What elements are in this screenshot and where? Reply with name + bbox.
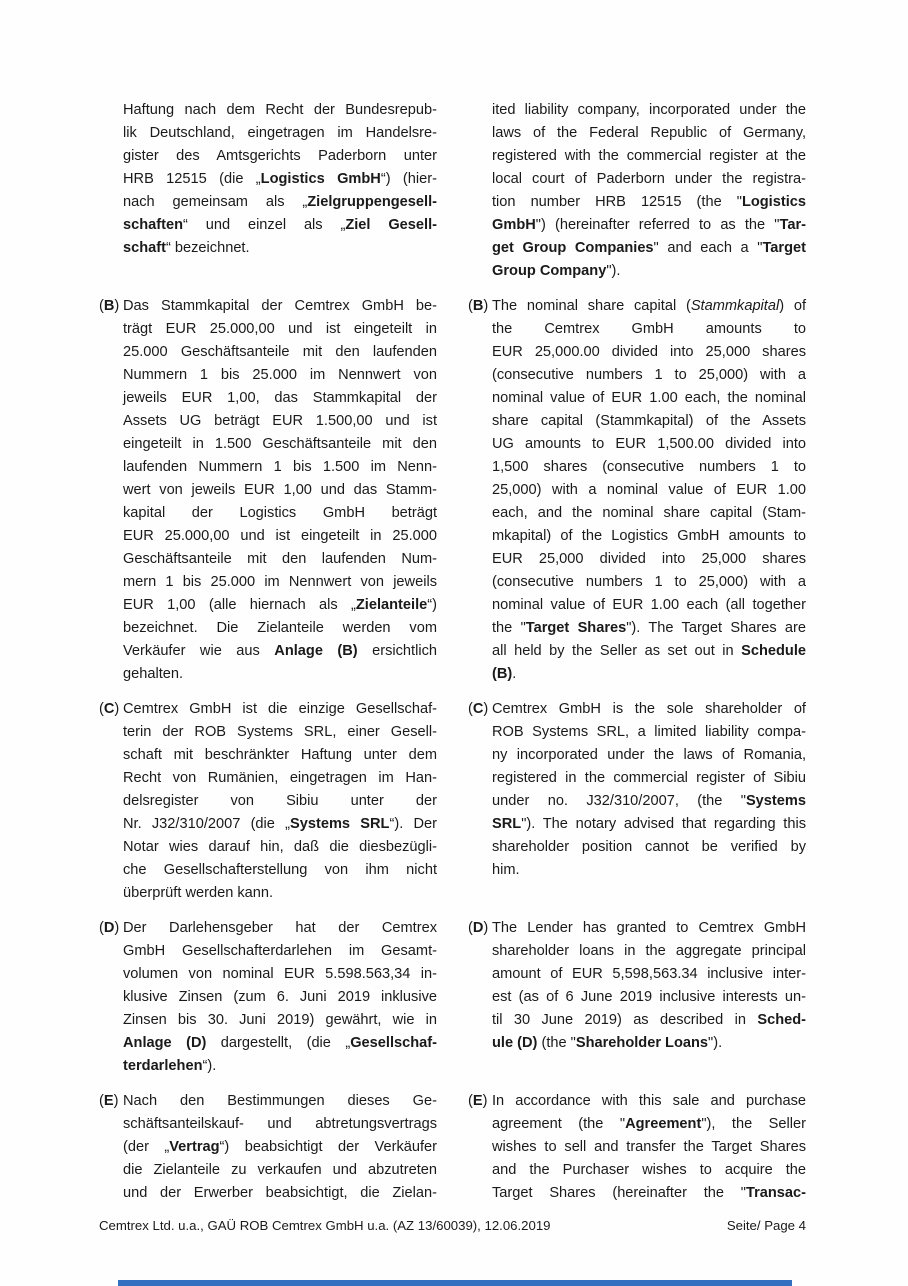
paragraph-label-left: (E) — [99, 1093, 119, 1109]
paragraph-label-right — [468, 99, 492, 283]
paragraph-label-right: (C) — [468, 701, 489, 717]
english-paragraph: Cemtrex GmbH is the sole shareholder of ROB Systems SRL, a limited liability compa- ny incorporated under the laws of Romania, registered in the commercial register of Sibiu under no. J32/310/2007, (the "Systems SRL"). The notary advised that regarding this shareholder position cannot be verified by him. — [492, 701, 806, 878]
german-paragraph: Nach den Bestimmungen dieses Ge- schäftsanteilskauf- und abtretungsvertrags (der „Vertrag“) beabsichtigt der Verkäufer die Zielanteile zu verkaufen und abzutreten und der Erwerber beabsichtigt, die Zielan- — [123, 1093, 437, 1201]
section-c — [99, 698, 806, 905]
german-paragraph: Der Darlehensgeber hat der Cemtrex GmbH Gesellschafterdarlehen im Gesamt- volumen von nominal EUR 5.598.563,34 in- klusive Zinsen (zum 6. Juni 2019 inklusive Zinsen bis 30. Juni 2019) gewährt, wie in Anlage (D) dargestellt, (die „Gesellschaf- terdarlehen“). — [123, 920, 437, 1074]
paragraph-label-right: (D) — [468, 920, 489, 936]
paragraph-label-left — [99, 99, 123, 283]
german-paragraph: Cemtrex GmbH ist die einzige Gesellschaf- terin der ROB Systems SRL, einer Gesell- schaft mit beschränkter Haftung unter dem Recht von Rumänien, eingetragen im Han- delsregister von Sibiu unter der Nr. J32/310/2007 (die „Systems SRL“). Der Notar wies darauf hin, daß die diesbezügli- che Gesellschafterstellung von ihm nicht überprüft werden kann. — [123, 701, 437, 901]
section-intro — [99, 99, 806, 283]
next-page-edge-bar — [118, 1280, 792, 1286]
english-paragraph: The nominal share capital (Stammkapital) of the Cemtrex GmbH amounts to EUR 25,000.00 divided into 25,000 shares (consecutive numbers 1 to 25,000) with a nominal value of EUR 1.00 each, the nominal share capital (Stammkapital) of the Assets UG amounts to EUR 1,500.00 divided into 1,500 shares (consecutive numbers 1 to 25,000) with a nominal value of EUR 1.00 each, and the nominal share capital (Stam- mkapital) of the Logistics GmbH amounts to EUR 25,000 divided into 25,000 shares (consecutive numbers 1 to 25,000) with a nominal value of EUR 1.00 each (all together the "Target Shares"). The Target Shares are all held by the Seller as set out in Schedule (B). — [492, 298, 807, 682]
english-paragraph: ited liability company, incorporated under the laws of the Federal Republic of Germany, registered with the commercial register at the local court of Paderborn under the registra- tion number HRB 12515 (the "Logistics GmbH") (hereinafter referred to as the "Tar- get Group Companies" and each a "Target Group Company"). — [492, 102, 806, 279]
section-d — [99, 917, 806, 1078]
footer-reference-text: Cemtrex Ltd. u.a., GAÜ ROB Cemtrex GmbH u.a. (AZ 13/60039), 12.06.2019 — [99, 1218, 551, 1233]
english-paragraph: The Lender has granted to Cemtrex GmbH shareholder loans in the aggregate principal amount of EUR 5,598,563.34 inclusive inter- est (as of 6 June 2019 inclusive interests un- til 30 June 2019) as described in Sched- ule (D) (the "Shareholder Loans"). — [492, 920, 806, 1051]
page-footer — [99, 1218, 806, 1233]
german-paragraph: Haftung nach dem Recht der Bundesrepub- lik Deutschland, eingetragen im Handelsre- gister des Amtsgerichts Paderborn unter HRB 12515 (die „Logistics GmbH“) (hier- nach gemeinsam als „Zielgruppengesell- schaften“ und einzel als „Ziel Gesell- schaft“ bezeichnet. — [123, 102, 437, 256]
paragraph-label-right: (B) — [468, 298, 489, 314]
paragraph-label-left: (C) — [99, 701, 120, 717]
section-e — [99, 1090, 806, 1205]
paragraph-label-right: (E) — [468, 1093, 488, 1109]
english-paragraph: In accordance with this sale and purchase agreement (the "Agreement"), the Seller wishes to sell and transfer the Target Shares and the Purchaser wishes to acquire the Target Shares (hereinafter the "Transac- — [492, 1093, 806, 1201]
german-paragraph: Das Stammkapital der Cemtrex GmbH be- trägt EUR 25.000,00 und ist eingeteilt in 25.000 Geschäftsanteile mit den laufenden Nummern 1 bis 25.000 im Nennwert von jeweils EUR 1,00, das Stammkapital der Assets UG beträgt EUR 1.500,00 und ist eingeteilt in 1.500 Geschäftsanteile mit den laufenden Nummern 1 bis 1.500 im Nenn- wert von jeweils EUR 1,00 und das Stamm- kapital der Logistics GmbH beträgt EUR 25.000,00 und ist eingeteilt in 25.000 Geschäftsanteile mit den laufenden Num- mern 1 bis 25.000 im Nennwert von jeweils EUR 1,00 (alle hiernach als „Zielanteile“) bezeichnet. Die Zielanteile werden vom Verkäufer wie aus Anlage (B) ersichtlich gehalten. — [123, 298, 437, 682]
section-b — [99, 295, 806, 686]
paragraph-label-left: (B) — [99, 298, 120, 314]
contract-body — [99, 99, 806, 1217]
page-number: Seite/ Page 4 — [726, 1218, 806, 1233]
paragraph-label-left: (D) — [99, 920, 120, 936]
